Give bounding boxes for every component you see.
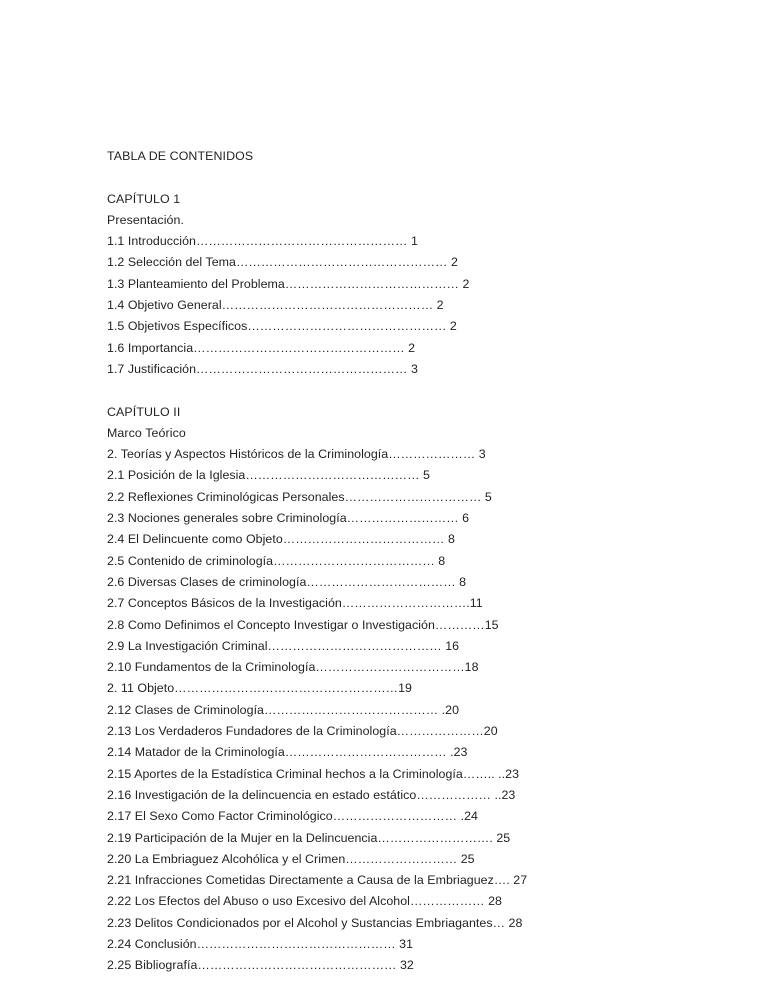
toc-entry: 2.15 Aportes de la Estadística Criminal hechos a la Criminología…….. ..23 [107, 766, 520, 781]
toc-entry: 2.12 Clases de Criminología…………………………………… .20 [107, 702, 460, 717]
toc-entry: 2.4 El Delincuente como Objeto………………………………… 8 [107, 532, 455, 547]
chapter-label: CAPÍTULO 1 [107, 191, 181, 206]
toc-entry: 2.7 Conceptos Básicos de la Investigación………………………….11 [107, 596, 483, 611]
toc-entry: 1.4 Objetivo General…………………………………………… 2 [107, 298, 444, 313]
toc-entry: 2.8 Como Definimos el Concepto Investigar o Investigación…………15 [107, 617, 499, 632]
toc-entry: 2.17 El Sexo Como Factor Criminológico………………………… .24 [107, 809, 478, 824]
title-section-spacer [107, 167, 537, 188]
toc-entry: 2.1 Posición de la Iglesia…………………………………… 5 [107, 468, 430, 483]
toc-entry: 1.7 Justificación…………………………………………… 3 [107, 361, 418, 376]
chapter-section-2 [107, 402, 537, 977]
toc-entry: 2.25 Bibliografía………………………………………… 32 [107, 958, 414, 973]
toc-entry: 2. 11 Objeto………………………………………………19 [107, 681, 412, 696]
toc-entry: 1.2 Selección del Tema…………………………………………… 2 [107, 255, 458, 270]
toc-entry: 2.19 Participación de la Mujer en la Delincuencia………………………. 25 [107, 830, 511, 845]
section-spacer [107, 380, 537, 401]
toc-entry: 2.23 Delitos Condicionados por el Alcohol y Sustancias Embriagantes… 28 [107, 915, 523, 930]
table-of-contents [107, 146, 537, 977]
toc-entry: 2.2 Reflexiones Criminológicas Personales…………………………… 5 [107, 489, 492, 504]
toc-entry: 2.24 Conclusión………………………………………… 31 [107, 936, 414, 951]
chapter-subtitle: Marco Teórico [107, 425, 186, 440]
toc-entry: 1.6 Importancia…………………………………………… 2 [107, 340, 416, 355]
chapter-section-1 [107, 189, 537, 381]
toc-entry: 2.21 Infracciones Cometidas Directamente a Causa de la Embriaguez…. 27 [107, 873, 528, 888]
toc-entry: 1.3 Planteamiento del Problema…………………………………… 2 [107, 276, 470, 291]
toc-entry: 2.6 Diversas Clases de criminología……………………………… 8 [107, 574, 467, 589]
toc-entry: 1.1 Introducción…………………………………………… 1 [107, 234, 418, 249]
chapter-label: CAPÍTULO II [107, 404, 181, 419]
toc-entry: 2.3 Nociones generales sobre Criminología……………………… 6 [107, 511, 470, 526]
chapter-subtitle: Presentación. [107, 212, 185, 227]
page-title: TABLA DE CONTENIDOS [107, 149, 254, 163]
toc-entry: 1.5 Objetivos Específicos………………………………………… 2 [107, 319, 457, 334]
toc-entry: 2. Teorías y Aspectos Históricos de la Criminología………………… 3 [107, 447, 486, 462]
toc-entry: 2.10 Fundamentos de la Criminología………………………………18 [107, 660, 479, 675]
toc-entry: 2.20 La Embriaguez Alcohólica y el Crimen……………………… 25 [107, 851, 475, 866]
toc-entry: 2.13 Los Verdaderos Fundadores de la Criminología…………………20 [107, 724, 498, 739]
toc-entry: 2.14 Matador de la Criminología………………………………… .23 [107, 745, 468, 760]
toc-entry: 2.22 Los Efectos del Abuso o uso Excesivo del Alcohol……………… 28 [107, 894, 502, 909]
toc-entry: 2.9 La Investigación Criminal…………………………………… 16 [107, 638, 460, 653]
toc-entry: 2.16 Investigación de la delincuencia en estado estático……………… ..23 [107, 787, 516, 802]
toc-entry: 2.5 Contenido de criminología………………………………… 8 [107, 553, 446, 568]
